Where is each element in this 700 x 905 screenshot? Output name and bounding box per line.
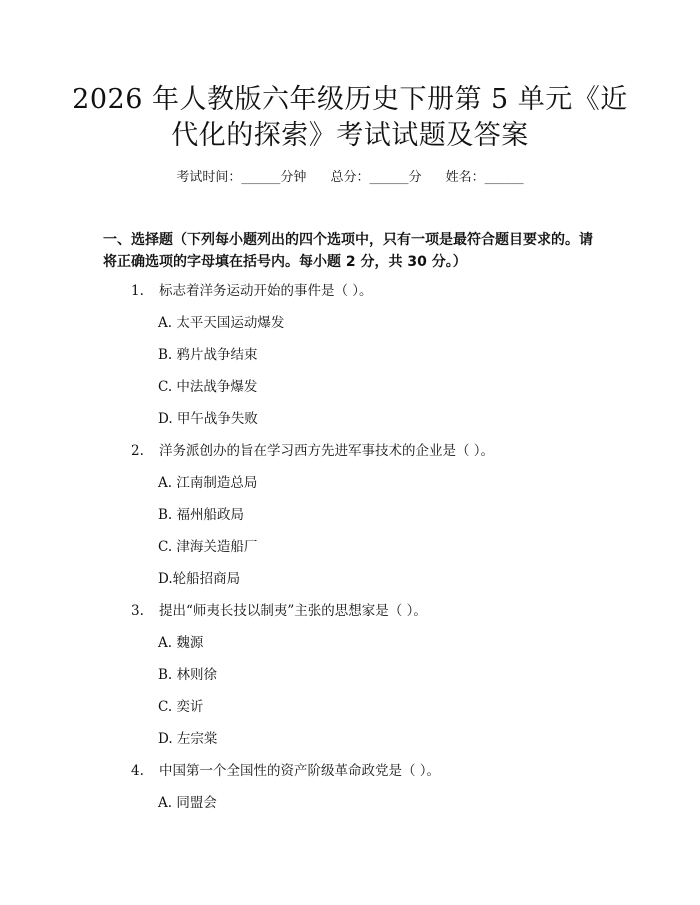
question-number: 2.	[131, 443, 144, 459]
question-number: 4.	[131, 763, 144, 779]
question-2-option-d: D.轮船招商局	[158, 571, 241, 587]
question-2-option-c: C. 津海关造船厂	[158, 539, 258, 555]
question-text: 标志着洋务运动开始的事件是（ ）。	[159, 283, 373, 299]
question-3-stem	[131, 601, 427, 621]
question-number: 1.	[131, 283, 144, 299]
section-heading-line-2: 将正确选项的字母填在括号内。每小题 2 分，共 30 分。）	[103, 254, 467, 270]
question-2-option-a: A. 江南制造总局	[158, 475, 258, 491]
question-1-option-b: B. 鸦片战争结束	[158, 347, 258, 363]
question-2-stem	[131, 441, 494, 461]
section-heading	[103, 229, 603, 273]
question-4-option-a: A. 同盟会	[158, 795, 217, 811]
question-2-option-b: B. 福州船政局	[158, 507, 245, 523]
question-text: 中国第一个全国性的资产阶级革命政党是（ ）。	[159, 763, 441, 779]
question-4-stem	[131, 761, 440, 781]
section-heading-line-1: 一、选择题（下列每小题列出的四个选项中，只有一项是最符合题目要求的。请	[103, 232, 593, 248]
question-text: 洋务派创办的旨在学习西方先进军事技术的企业是（ ）。	[159, 443, 495, 459]
question-1-option-c: C. 中法战争爆发	[158, 379, 258, 395]
question-text: 提出“师夷长技以制夷”主张的思想家是（ ）。	[159, 603, 427, 619]
document-title-line-1: 2026 年人教版六年级历史下册第 5 单元《近	[72, 84, 628, 115]
question-1-stem	[131, 281, 373, 301]
question-3-option-a: A. 魏源	[158, 635, 204, 651]
question-number: 3.	[131, 603, 144, 619]
question-3-option-b: B. 林则徐	[158, 667, 218, 683]
question-3-option-d: D. 左宗棠	[158, 731, 218, 747]
total-score-field: 总分：______分	[330, 170, 422, 185]
exam-info	[0, 168, 700, 188]
student-name-field: 姓名：______	[445, 170, 524, 185]
exam-time-field: 考试时间：______分钟	[176, 170, 307, 185]
document-title-line-2: 代化的探索》考试试题及答案	[171, 120, 529, 151]
question-3-option-c: C. 奕䜣	[158, 699, 204, 715]
question-1-option-a: A. 太平天国运动爆发	[158, 315, 285, 331]
question-1-option-d: D. 甲午战争失败	[158, 411, 258, 427]
